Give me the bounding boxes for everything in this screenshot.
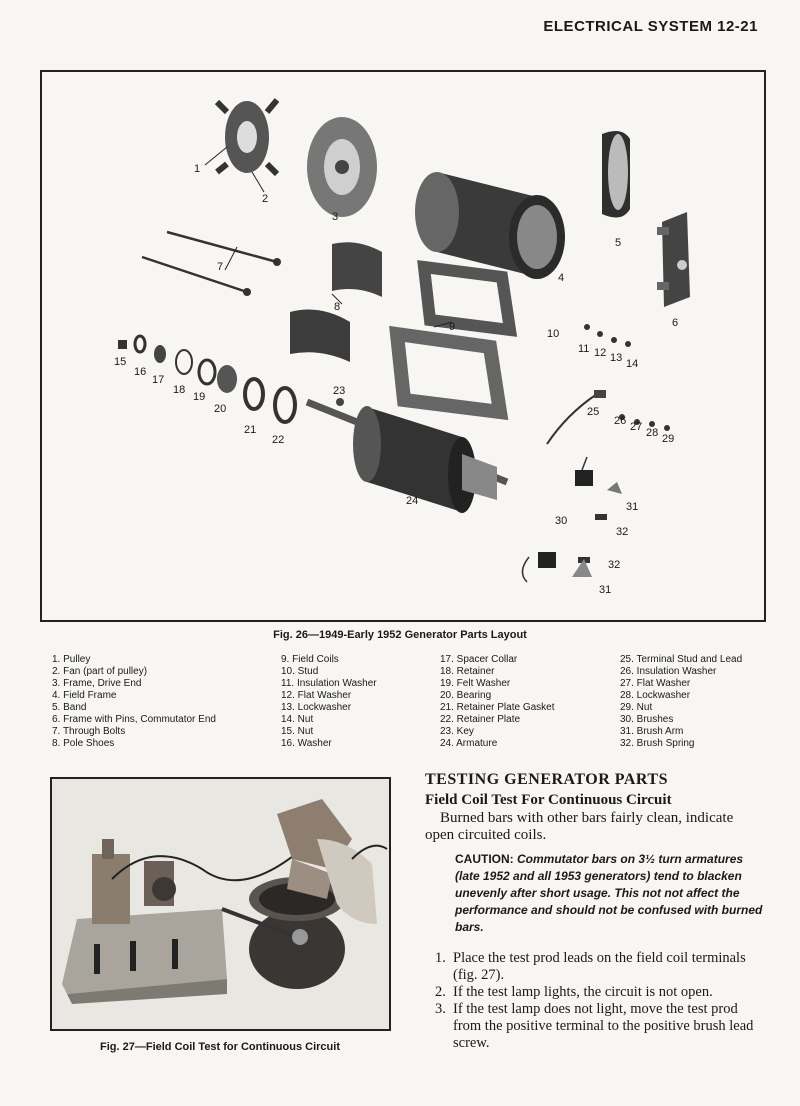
legend-item: 30. Brushes — [620, 714, 674, 725]
through-bolts-drawing — [142, 232, 281, 296]
legend-column-2 — [281, 654, 377, 750]
legend-item: 9. Field Coils — [281, 654, 339, 665]
legend-item: 12. Flat Washer — [281, 690, 352, 701]
legend-item: 16. Washer — [281, 738, 332, 749]
legend-item: 10. Stud — [281, 666, 319, 677]
callout: 31 — [626, 501, 639, 513]
figure-27-caption: Fig. 27—Field Coil Test for Continuous Circuit — [100, 1041, 340, 1053]
callout: 5 — [615, 237, 622, 249]
intro-paragraph: Burned bars with other bars fairly clean, indicate open circuited coils. — [425, 810, 734, 843]
legend-column-1 — [52, 654, 216, 750]
legend-item: 8. Pole Shoes — [52, 738, 115, 749]
legend-item: 21. Retainer Plate Gasket — [440, 702, 555, 713]
callout: 12 — [594, 347, 607, 359]
legend-item: 1. Pulley — [52, 654, 91, 665]
callout: 20 — [214, 403, 227, 415]
step-item — [425, 984, 765, 1001]
callout: 32 — [608, 559, 621, 571]
test-photo-drawing — [52, 779, 389, 1029]
callout: 21 — [244, 424, 257, 436]
step-text: Place the test prod leads on the field coil terminals (fig. 27). — [453, 950, 746, 983]
callout: 4 — [558, 272, 565, 284]
callout: 30 — [555, 515, 568, 527]
page-header: ELECTRICAL SYSTEM 12-21 — [543, 18, 758, 35]
step-number: 2. — [435, 984, 446, 1000]
callout: 2 — [262, 193, 269, 205]
callout: 22 — [272, 434, 285, 446]
callout: 29 — [662, 433, 675, 445]
legend-item: 19. Felt Washer — [440, 678, 511, 689]
callout: 7 — [217, 261, 224, 273]
legend-item: 27. Flat Washer — [620, 678, 691, 689]
parts-layout-figure — [40, 70, 766, 622]
section-title: TESTING GENERATOR PARTS — [425, 771, 668, 788]
step-text: If the test lamp lights, the circuit is not open. — [453, 984, 713, 1000]
callout: 31 — [599, 584, 612, 596]
callout: 27 — [630, 421, 643, 433]
legend-item: 32. Brush Spring — [620, 738, 695, 749]
legend-item: 29. Nut — [620, 702, 653, 713]
callout: 17 — [152, 374, 165, 386]
drive-end-frame-drawing — [307, 117, 377, 217]
caution-note — [455, 851, 765, 936]
step-item — [425, 1001, 765, 1052]
callout: 19 — [193, 391, 206, 403]
callout: 9 — [449, 321, 456, 333]
legend-column-4 — [620, 654, 742, 750]
legend-item: 23. Key — [440, 726, 474, 737]
callout: 32 — [616, 526, 629, 538]
legend-item: 25. Terminal Stud and Lead — [620, 654, 743, 665]
legend-item: 18. Retainer — [440, 666, 495, 677]
legend-item: 20. Bearing — [440, 690, 492, 701]
field-coil-test-photo — [50, 777, 391, 1031]
pulley-drawing — [217, 100, 277, 174]
legend-item: 2. Fan (part of pulley) — [52, 666, 148, 677]
legend-item: 4. Field Frame — [52, 690, 117, 701]
legend-item: 3. Frame, Drive End — [52, 678, 142, 689]
section-subtitle: Field Coil Test For Continuous Circuit — [425, 792, 672, 808]
callout: 6 — [672, 317, 679, 329]
legend-item: 24. Armature — [440, 738, 498, 749]
legend-item: 14. Nut — [281, 714, 314, 725]
step-number: 1. — [435, 950, 446, 966]
legend-item: 11. Insulation Washer — [281, 678, 377, 689]
legend-item: 6. Frame with Pins, Commutator End — [52, 714, 216, 725]
callout: 18 — [173, 384, 186, 396]
callout: 1 — [194, 163, 201, 175]
callout: 3 — [332, 211, 339, 223]
caution-text: Commutator bars on 3½ turn armatures (late 1952 and all 1953 generators) tend to blacken unevenly after short usage. This not not affect the performance and should not be confused with burned bars. — [455, 852, 763, 934]
legend-item: 7. Through Bolts — [52, 726, 126, 737]
callout: 13 — [610, 352, 623, 364]
legend-item: 26. Insulation Washer — [620, 666, 717, 677]
legend-item: 17. Spacer Collar — [440, 654, 518, 665]
callout: 23 — [333, 385, 346, 397]
callout: 25 — [587, 406, 600, 418]
callout: 26 — [614, 415, 627, 427]
legend-item: 22. Retainer Plate — [440, 714, 521, 725]
legend-item: 31. Brush Arm — [620, 726, 684, 737]
callout: 28 — [646, 427, 659, 439]
test-steps — [425, 950, 765, 1052]
field-coils-drawing — [397, 267, 510, 412]
band-drawing — [602, 131, 630, 218]
legend-item: 13. Lockwasher — [281, 702, 352, 713]
callout: 10 — [547, 328, 560, 340]
legend-item: 15. Nut — [281, 726, 314, 737]
callout: 15 — [114, 356, 127, 368]
legend-column-3 — [440, 654, 555, 750]
legend-item: 28. Lockwasher — [620, 690, 691, 701]
callout: 8 — [334, 301, 341, 313]
legend-item: 5. Band — [52, 702, 87, 713]
step-text: If the test lamp does not light, move the test prod from the positive terminal to the positive brush lead screw. — [453, 1001, 754, 1051]
callout: 14 — [626, 358, 639, 370]
caution-label: CAUTION: — [455, 852, 514, 866]
callout: 16 — [134, 366, 147, 378]
commutator-end-frame-drawing — [657, 212, 690, 307]
parts-layout-drawing — [42, 72, 764, 620]
figure-26-caption: Fig. 26—1949-Early 1952 Generator Parts Layout — [273, 629, 527, 641]
callout: 11 — [578, 343, 590, 355]
step-item — [425, 950, 765, 984]
callout: 24 — [406, 495, 419, 507]
step-number: 3. — [435, 1001, 446, 1017]
